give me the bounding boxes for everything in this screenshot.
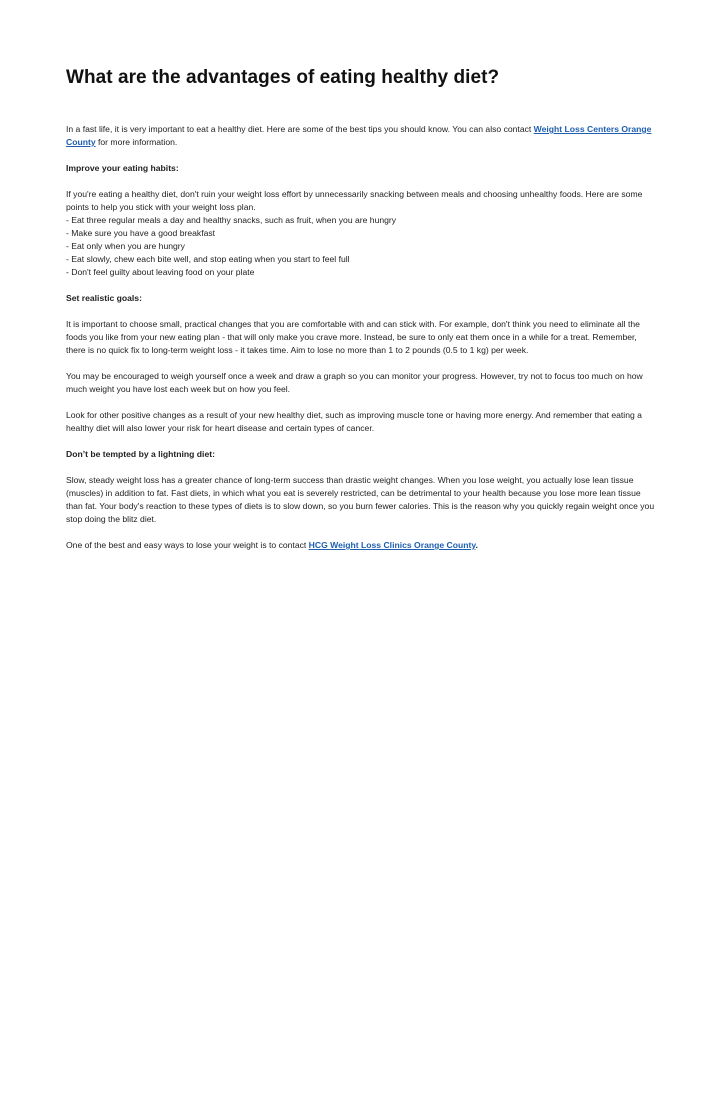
list-item: - Eat slowly, chew each bite well, and stop eating when you start to feel full xyxy=(66,254,350,264)
intro-paragraph xyxy=(66,123,656,149)
list-item: - Don't feel guilty about leaving food on your plate xyxy=(66,267,255,277)
section-heading-realistic-goals: Set realistic goals: xyxy=(66,293,142,303)
page-title: What are the advantages of eating healthy diet? xyxy=(66,67,500,88)
realistic-goals-paragraph-3: Look for other positive changes as a result of your new healthy diet, such as improving muscle tone or having more energy. And remember that eating a healthy diet will also lower your risk for heart disease and certain types of cancer. xyxy=(66,410,642,433)
closing-period: . xyxy=(475,540,478,550)
realistic-goals-paragraph-2: You may be encouraged to weigh yourself once a week and draw a graph so you can monitor your progress. However, try not to focus too much on how much weight you have lost each week but on how you feel. xyxy=(66,371,643,394)
article-body xyxy=(66,66,656,552)
section-heading-lightning-diet: Don’t be tempted by a lightning diet: xyxy=(66,449,215,459)
realistic-goals-paragraph-1: It is important to choose small, practical changes that you are comfortable with and can stick with. For example, don't think you need to eliminate all the foods you like from your new eating plan - that will only make you crave more. Instead, be sure to only eat them once in a while for a treat. Remember, there is no quick fix to long-term weight loss - it takes time. Aim to lose no more than 1 to 2 pounds (0.5 to 1 kg) per week. xyxy=(66,319,640,355)
closing-text: One of the best and easy ways to lose your weight is to contact xyxy=(66,540,309,550)
eating-habits-paragraph: If you're eating a healthy diet, don't ruin your weight loss effort by unnecessarily snacking between meals and choosing unhealthy foods. Here are some points to help you stick with your weight loss plan. xyxy=(66,189,643,212)
intro-text: In a fast life, it is very important to eat a healthy diet. Here are some of the best tips you should know. You can also contact xyxy=(66,124,534,134)
closing-paragraph xyxy=(66,539,656,552)
list-item: - Make sure you have a good breakfast xyxy=(66,228,216,238)
list-item: - Eat three regular meals a day and healthy snacks, such as fruit, when you are hungry xyxy=(66,215,397,225)
tips-list xyxy=(66,214,656,279)
intro-text-end: for more information. xyxy=(95,137,178,147)
weight-loss-centers-link[interactable]: Weight Loss Centers Orange County xyxy=(66,124,652,147)
section-heading-eating-habits: Improve your eating habits: xyxy=(66,163,179,173)
lightning-diet-paragraph: Slow, steady weight loss has a greater chance of long-term success than drastic weight changes. When you lose weight, you actually lose lean tissue (muscles) in addition to fat. Fast diets, in which what you eat is severely restricted, can be detrimental to your health because you lose more lean tissue than fat. Your body's reaction to these types of diets is to slow down, so you burn fewer calories. This is the reason why you quickly regain weight once you stop doing the blitz diet. xyxy=(66,475,655,524)
hcg-clinics-link[interactable]: HCG Weight Loss Clinics Orange County xyxy=(308,540,476,550)
list-item: - Eat only when you are hungry xyxy=(66,241,185,251)
